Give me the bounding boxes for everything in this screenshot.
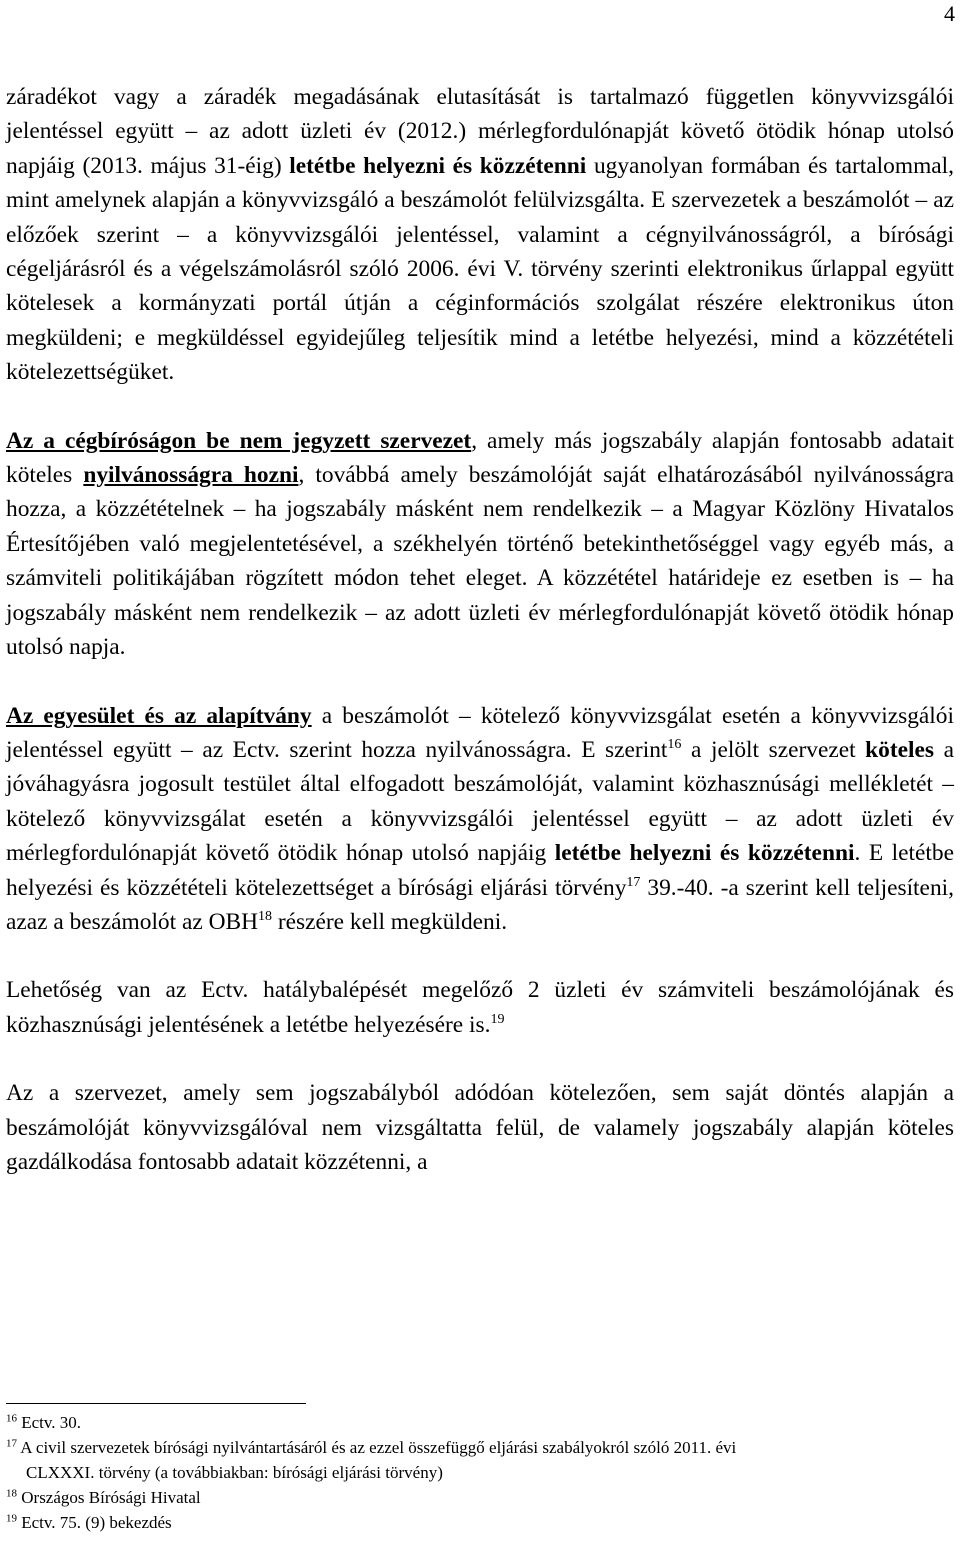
- footnote-ref[interactable]: 16: [667, 737, 682, 753]
- text: . E letétbe helyezési és közzétételi kötelezettséget a bírósági eljárási törvény: [6, 840, 954, 901]
- text: a jóváhagyásra jogosult testület által elfogadott beszámolóját, valamint közhasznúsági mellékletét – kötelező könyvvizsgálat esetén a könyvvizsgálói jelentéssel együtt – az adott üzleti év mérlegfordulónapját követő ötödik hónap utolsó napjáig: [6, 736, 954, 867]
- text: , továbbá amely beszámolóját saját elhatározásából nyilvánosságra hozza, a közzétételnek – ha jogszabály másként nem rendelkezik – a Magyar Közlöny Hivatalos Értesítőjében való megjelentetésével, a székhelyén történő betekinthetőséggel vagy egyéb más, a számviteli politikájában rögzített módon tehet eleget. A közzététel határideje ez esetben is – ha jogszabály másként nem rendelkezik – az adott üzleti év mérlegfordulónapját követő ötödik hónap utolsó napja.: [6, 462, 954, 661]
- footnote-number: 17: [6, 1437, 17, 1450]
- footnote-number: 19: [6, 1512, 17, 1525]
- page-number: 4: [944, 1, 955, 26]
- text: Az a szervezet, amely sem jogszabályból adódóan kötelezően, sem saját döntés alapján a beszámolóját könyvvizsgálóval nem vizsgáltatta felül, de valamely jogszabály alapján köteles gazdálkodása fontosabb adatait közzétenni, a: [6, 1080, 954, 1175]
- footnote-18: [6, 1485, 954, 1510]
- footnote-19: [6, 1510, 954, 1535]
- paragraph-2: [6, 424, 954, 665]
- bold-text: letétbe helyezni és közzétenni: [554, 840, 855, 867]
- footnote-number: 18: [6, 1487, 17, 1500]
- paragraph-1: [6, 80, 954, 390]
- bold-text: letétbe helyezni és közzétenni: [289, 152, 587, 179]
- footnote-separator: [6, 1403, 306, 1404]
- bold-underlined-text: Az a cégbíróságon be nem jegyzett szervezet: [6, 427, 472, 454]
- bold-underlined-text: nyilvánosságra hozni: [83, 462, 299, 489]
- text: ugyanolyan formában és tartalommal, mint amelynek alapján a könyvvizsgáló a beszámolót felülvizsgálta. E szervezetek a beszámolót – az előzőek szerint – a könyvvizsgálói jelentéssel, valamint a cégnyilvánosságról, a bírósági cégeljárásról és a végelszámolásról szóló 2006. évi V. törvény szerinti elektronikus űrlappal együtt kötelesek a kormányzati portál útján a céginformációs szolgálat részére elektronikus úton megküldeni; e megküldéssel egyidejűleg teljesítik mind a letétbe helyezési, mind a közzétételi kötelezettségüket.: [6, 152, 954, 386]
- footnote-ref[interactable]: 19: [490, 1011, 505, 1027]
- paragraph-3: [6, 699, 954, 940]
- text: 39.-40. -a szerint kell teljesíteni, azaz a beszámolót az OBH: [6, 874, 954, 935]
- footnote-ref[interactable]: 17: [626, 874, 641, 890]
- document-body: [6, 80, 954, 1213]
- text: a jelölt szervezet: [681, 736, 866, 763]
- footnote-text: Országos Bírósági Hivatal: [17, 1488, 201, 1507]
- text: a beszámolót – kötelező könyvvizsgálat esetén a könyvvizsgálói jelentéssel együtt – az Ectv. szerint hozza nyilvánosságra. E szerint: [6, 702, 954, 763]
- footnote-text: Ectv. 75. (9) bekezdés: [17, 1513, 172, 1532]
- text: záradékot vagy a záradék megadásának elutasítását is tartalmazó független könyvvizsgálói jelentéssel együtt – az adott üzleti év (2012.) mérlegfordulónapját követő ötödik hónap utolsó napjáig (2013. május 31-éig): [6, 84, 954, 179]
- text: részére kell megküldeni.: [271, 908, 508, 935]
- paragraph-4: [6, 973, 954, 1042]
- footnotes: [6, 1410, 954, 1535]
- footnote-16: [6, 1410, 954, 1435]
- paragraph-5: [6, 1076, 954, 1179]
- footnote-ref[interactable]: 18: [257, 909, 272, 925]
- text: Lehetőség van az Ectv. hatálybalépését megelőző 2 üzleti év számviteli beszámolójának és közhasznúsági jelentésének a letétbe helyezésére is.: [6, 977, 954, 1038]
- footnote-text: Ectv. 30.: [17, 1413, 82, 1432]
- bold-text: köteles: [865, 736, 935, 763]
- bold-underlined-text: Az egyesület és az alapítvány: [6, 702, 312, 729]
- footnote-text-continued: CLXXXI. törvény (a továbbiakban: bírósági eljárási törvény): [26, 1463, 443, 1482]
- text: , amely más jogszabály alapján fontosabb adatait köteles: [6, 427, 954, 489]
- footnote-number: 16: [6, 1412, 17, 1425]
- footnote-17: [6, 1435, 954, 1485]
- footnote-text: A civil szervezetek bírósági nyilvántartásáról és az ezzel összefüggő eljárási szabályokról szóló 2011. évi: [17, 1438, 737, 1457]
